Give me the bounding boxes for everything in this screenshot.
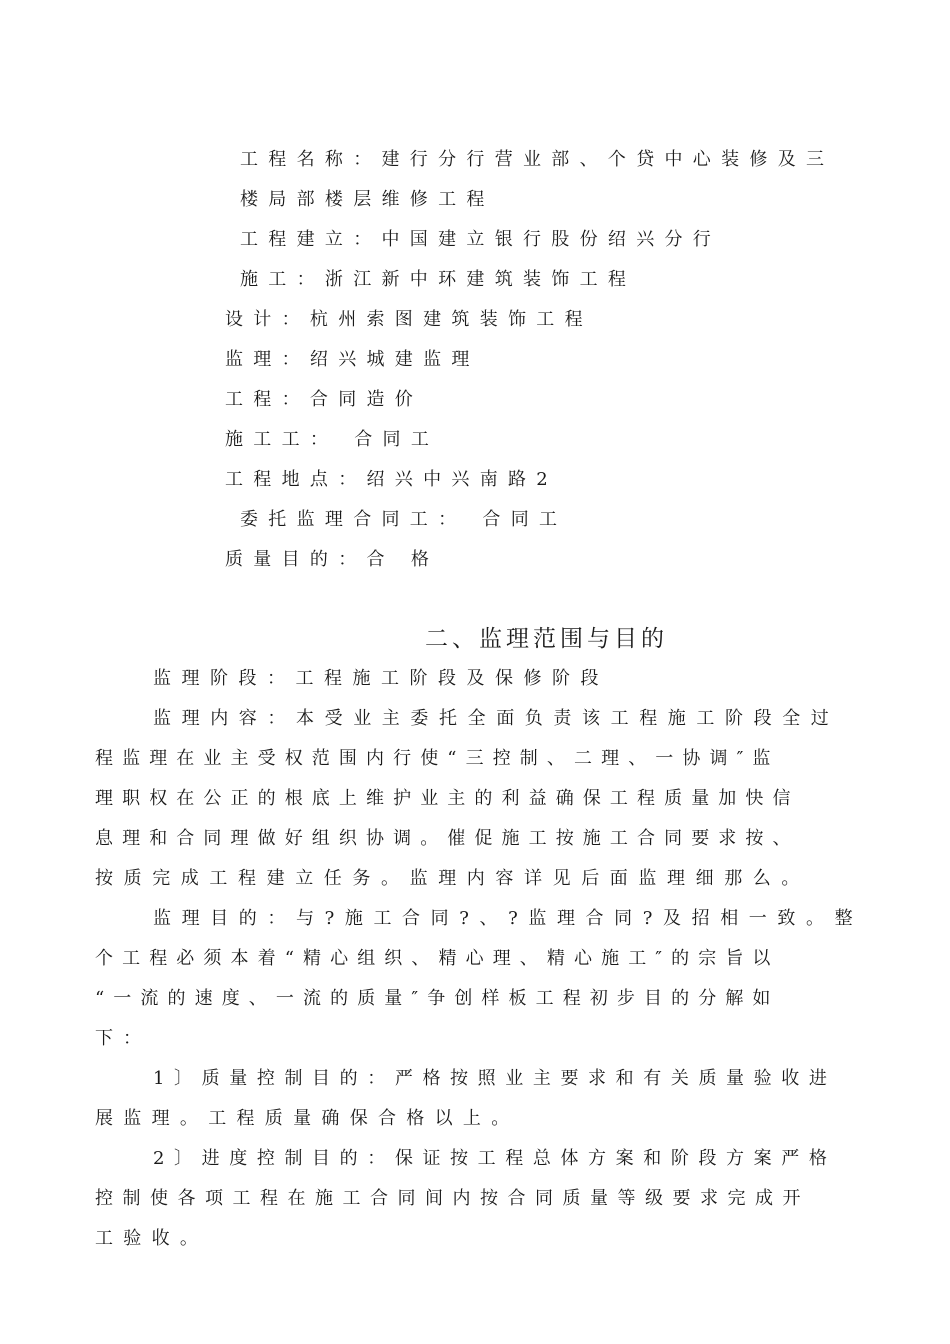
info-location: 工程地点：绍兴中兴南路2 [225, 469, 559, 490]
info-supervisor: 监理：绍兴城建监理 [225, 349, 480, 370]
body-line-content-5: 按质完成工程建立任务。监理内容详见后面监理细那么。 [95, 868, 810, 889]
body-line-goal-1: 监理目的：与?施工合同?、?监理合同?及招相一致。整 [153, 908, 864, 929]
body-line-content-4: 息理和合同理做好组织协调。催促施工按施工合同要求按、 [95, 828, 800, 849]
body-line-goal-4: 下： [95, 1028, 151, 1049]
body-line-content-1: 监理内容：本受业主委托全面负责该工程施工阶段全过 [153, 708, 840, 729]
info-project-name-line2: 楼局部楼层维修工程 [240, 189, 495, 210]
body-line-stage: 监理阶段：工程施工阶段及保修阶段 [153, 668, 609, 689]
info-supervision-period: 委托监理合同工： 合同工 [240, 509, 568, 530]
body-line-content-2: 程监理在业主受权范围内行使“三控制、二理、一协调″监 [95, 748, 780, 769]
body-line-schedule-1: 2〕进度控制目的：保证按工程总体方案和阶段方案严格 [153, 1148, 837, 1169]
info-contract-price: 工程：合同造价 [225, 389, 424, 410]
body-line-quality-2: 展监理。工程质量确保合格以上。 [95, 1108, 520, 1129]
info-contractor: 施工：浙江新中环建筑装饰工程 [240, 269, 637, 290]
body-line-quality-1: 1〕质量控制目的：严格按照业主要求和有关质量验收进 [153, 1068, 837, 1089]
info-quality-target: 质量目的：合 格 [225, 549, 440, 570]
info-client: 工程建立：中国建立银行股份绍兴分行 [240, 229, 722, 250]
body-line-content-3: 理职权在公正的根底上维护业主的利益确保工程质量加快信 [95, 788, 800, 809]
info-project-name-line1: 工程名称：建行分行营业部、个贷中心装修及三 [240, 149, 835, 170]
body-line-schedule-2: 控制使各项工程在施工合同间内按合同质量等级要求完成开 [95, 1188, 810, 1209]
info-designer: 设计：杭州索图建筑装饰工程 [225, 309, 593, 330]
section-title: 二、监理范围与目的 [425, 626, 668, 652]
body-line-schedule-3: 工验收。 [95, 1228, 209, 1249]
body-line-goal-3: “一流的速度、一流的质量″争创样板工程初步目的分解如 [95, 988, 780, 1009]
body-line-goal-2: 个工程必须本着“精心组织、精心理、精心施工″的宗旨以 [95, 948, 780, 969]
info-construction-period: 施工工： 合同工 [225, 429, 440, 450]
